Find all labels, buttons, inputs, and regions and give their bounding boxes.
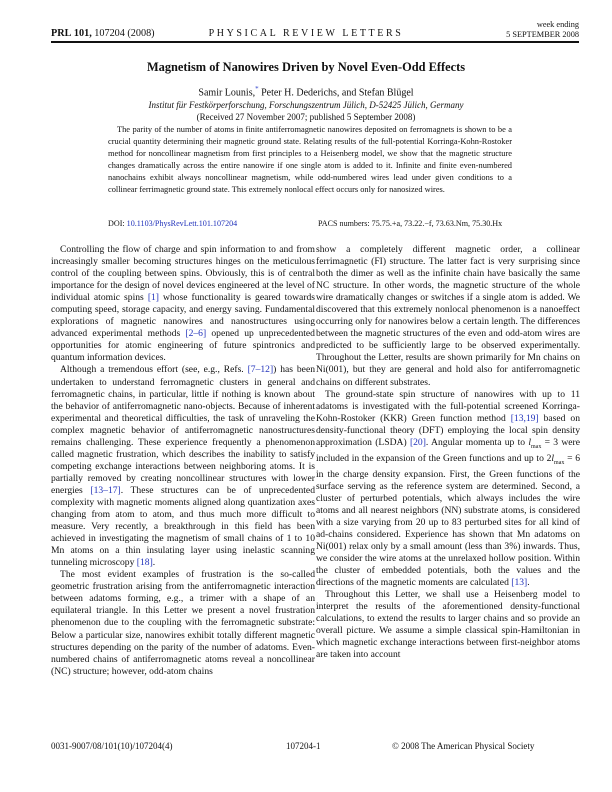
citation-link[interactable]: [18] [136,557,153,569]
footer-code: 0031-9007/08/101(10)/107204(4) [51,741,173,751]
body-column-left [51,244,315,678]
text: whose functionality is geared towards computing speed, storage capacity, and energy saving. Fundamental explorations of magnetic nanowires and nanostructures using advanced experimental methods [51,292,315,340]
paragraph [51,244,315,364]
text: ) has been undertaken to understand ferromagnetic clusters in general and ferromagnetic chains, in particular, little if nothing is known about the behavior of antiferromagnetic nano-objects. Because of inherent experimental and theoretical difficulties, the task of unraveling the complex magnetic behavior of antiferromagnetic nanostructures remains challenging. These experience frequently a phenomenon called magnetic frustration, which describes the inability to satisfy competing exchange interactions between neighboring atoms. It is partially removed by creating noncollinear structures with lower energies [51,364,315,496]
authors [0,85,612,98]
math-sub: max [531,443,542,450]
citation-link[interactable]: [7–12] [247,364,274,376]
volume: 101, [73,28,92,39]
text: based on density-functional theory (DFT) employing the local spin density approximation (LSDA) [316,412,581,448]
received-date: (Received 27 November 2007; published 5 September 2008) [196,112,416,122]
citation-link[interactable]: [13,19] [510,412,539,424]
authors-rest: Peter H. Dederichs, and Stefan Blügel [258,87,414,99]
text: . These structures can be of unprecedented complexity with magnetic moments aligned along quantization axes changing from atom to atom, and thus much more difficult to measure. Very recently, a breakthrough in this field has been achieved in investigating the magnetism of small chains of 1 to 10 Mn atoms on a thin insulating layer using inelastic scanning tunneling microscopy [51,484,315,569]
doi-link[interactable]: 10.1103/PhysRevLett.101.107204 [126,219,238,228]
pacs-numbers: PACS numbers: 75.75.+a, 73.22.−f, 73.63.Nm, 75.30.Hx [318,219,503,228]
abstract: The parity of the number of atoms in finite antiferromagnetic nanowires deposited on ferromagnets is shown to be a crucial quantity determining their magnetic ground state. Relating results of the full-potential Korringa-Kohn-Rostoker method for noncollinear magnetism from first principles to a Heisenberg model, we show that the magnetic structure changes dramatically across the entire nanowire if one single atom is added to it. Infinite and finite even-numbered nanochains exhibit always noncollinear magnetism, while odd-numbered wires lead under given conditions to a collinear ferrimagnetic ground state. This extremely nonlocal effect occurs only for nanosized wires. [108,125,512,195]
text: opened up unprecedented opportunities for atomic engineering of future spintronics and quantum information devices. [51,328,315,364]
week-ending-date: 5 SEPTEMBER 2008 [506,29,579,39]
text: . Angular momenta up to [425,436,529,448]
math-l: l [551,452,555,464]
journal-abbrev: PRL [51,28,72,39]
text: = 3 were included in the expansion of the Green functions and up to 2 [316,436,580,464]
page-number: 107204-1 [286,741,321,751]
paragraph [51,364,315,569]
citation-link[interactable]: [1] [147,292,159,304]
paragraph: The most evident examples of frustration is the so-called geometric frustration arising from the antiferromagnetic interaction between adatoms forming, e.g., a trimer with a shape of an equilateral triangle. In this Letter we present a novel frustration phenomenon due to the coupling with the ferromagnetic substrate: Below a particular size, nanowires exhibit totally different magnetic structures depending on the parity of the number of adatoms. Even-numbered chains of antiferromagnetic atoms reveal a noncollinear (NC) structure; however, odd-atom chains [51,569,315,677]
copyright: © 2008 The American Physical Society [392,741,535,751]
text: = 6 in the charge density expansion. First, the Green functions of the surface serving as the reference system are determined. Second, a cluster of perturbed potentials, which always includes the wire atoms and all nearest neighbors (NN) substrate atoms, is considered with a size varying from 20 up to 83 perturbed sites for all kind of ad-chains considered. Experience has shown that Mn adatoms on Ni(001) relax only by a small amount (less than 3%) inwards. Thus, we consider the wire atoms at the unrelaxed hollow position. Within the cluster of embedded potentials, both the values and the directions of the magnetic moments are calculated [316,452,580,589]
math-l: l [528,436,531,448]
citation-link[interactable]: [13–17] [90,484,121,496]
citation-link[interactable]: [20] [409,436,426,448]
author-footnote-link[interactable]: * [255,85,259,93]
article-title: Magnetism of Nanowires Driven by Novel Even-Odd Effects [146,60,466,74]
paragraph: show a completely different magnetic order, a collinear ferrimagnetic (FI) structure. The latter fact is very surprising since both the dimer as well as the infinite chain have basically the same NC structure. In other words, the magnetic structure of the whole wire dramatically changes or switches if a single atom is added. We discovered that this extremely nonlocal phenomenon is a nanoeffect occurring only for nanowires below a certain length. The differences between the magnetic structures of the even and odd-atom wires are predicted to be sufficiently large to be observed experimentally. Throughout the Letter, results are shown primarily for Mn chains on Ni(001), but they are general and hold also for antiferromagnetic chains on different substrates. [316,244,580,388]
affiliation: Institut für Festkörperforschung, Forschungszentrum Jülich, D-52425 Jülich, Germany [148,100,464,110]
citation-link[interactable]: [2–6] [185,328,207,340]
doi [108,219,237,228]
text: Controlling the flow of charge and spin information to and from increasingly smaller becoming structures hinges on the meticulous control of the coupling between spins. Obviously, this is of central importance for the design of novel devices engineered at the level of individual atomic spins [51,244,315,304]
week-ending-label: week ending [536,20,579,29]
text: . [527,577,530,589]
body-column-right [316,244,580,661]
author-1: Samir Lounis, [198,87,256,99]
citation-link[interactable]: [13] [511,577,528,589]
text: Although a tremendous effort (see, e.g., Refs. [60,364,248,376]
week-ending [506,20,579,39]
paragraph: Throughout this Letter, we shall use a Heisenberg model to interpret the results of the aforementioned density-functional calculations, to extend the results to larger chains and so provide an overall picture. We assume a simple classical spin-Hamiltonian in which magnetic exchange interactions between first-neighbor atoms are taken into account [316,589,580,661]
journal-name: PHYSICAL REVIEW LETTERS [208,28,404,39]
paragraph [316,389,580,590]
math-sub: max [554,459,565,466]
text: . [152,557,156,569]
article-number-year: 107204 (2008) [94,28,155,39]
doi-label: DOI: [108,219,125,228]
header-rule [51,41,579,43]
text: The ground-state spin structure of nanowires with up to 11 adatoms is investigated with the full-potential screened Korringa-Kohn-Rostoker (KKR) Green function method [316,388,580,424]
